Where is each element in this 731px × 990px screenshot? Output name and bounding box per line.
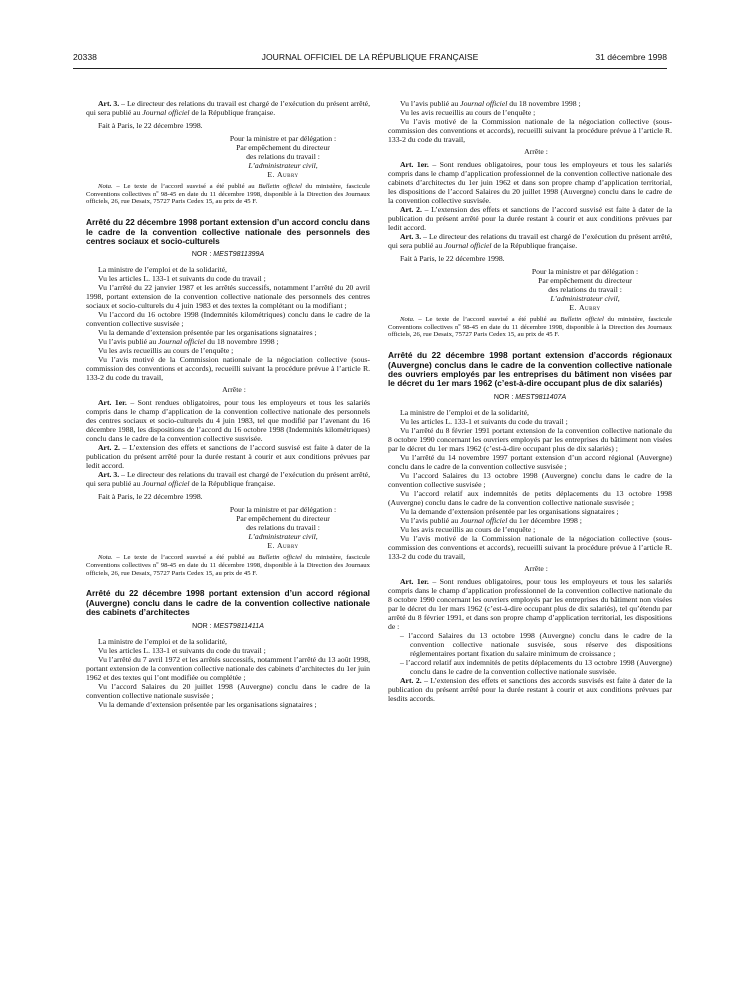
paragraph: Vu la demande d’extension présentée par les organisations signataires ; [400,506,619,516]
article-1: Art. 1er. – Sont rendues obligatoires, pour tous les employeurs et tous les salariés compris dans le champ d’application professionnel de la convention collective nationale du 8 octobre 1990 concernant les ouvriers employés par les entreprises du bâtiment non visées par le décret du 1er mars 1962 (c’est-à-dire occupant plus de dix salariés), tel qu’étendu par arrêté du 8 février 1991, et dans son propre champ d’application territorial, les dispositions de : [388,576,672,631]
decree-title: Arrêté du 22 décembre 1998 portant extension d’un accord régional (Auvergne) conclu dans le cadre de la convention collective nationale des cabinets d’architectes [86,588,370,618]
arrete-heading: Arrête : [222,385,246,395]
article-2: Art. 2. – L’extension des effets et sanctions des accords susvisés est faite à dater de la publication du présent arrêté pour la durée restant à courir et aux conditions prévues par lesdits accords. [388,675,672,703]
decree-title: Arrêté du 22 décembre 1998 portant extension d’un accord conclu dans le cadre de la convention collective nationale des personnels des centres sociaux et socio-culturels [86,217,370,246]
article-1: Art. 1er. – Sont rendues obligatoires, pour tous les employeurs et tous les salariés compris dans le champ d’application de la convention collective nationale des personnels des centres sociaux et socio-culturels du 4 juin 1983, tel que modifié par l’avenant du 16 décembre 1988, les dispositions de l’accord du 16 octobre 1998 (Indemnités kilométriques) conclu dans le cadre de la convention collective susvisée. [86,398,370,444]
paragraph: Vu l’accord Salaires du 13 octobre 1998 (Auvergne) conclu dans le cadre de la convention collective susvisée ; [388,470,672,489]
paragraph: Vu l’avis publié au Journal officiel du 18 novembre 1998 ; [400,99,581,108]
header-rule [73,68,667,69]
arrete-heading: Arrête : [524,147,548,156]
decree-title: Arrêté du 22 décembre 1998 portant extension d’accords régionaux (Auvergne) conclus dans le cadre de la convention collective nationale des ouvriers employés par les entreprises du bâtiment non visées par le décret du 1er mars 1962 (c’est-à-dire occupant plus de dix salariés) [388,350,672,389]
list-item: – l’accord Salaires du 13 octobre 1998 (Auvergne) conclu dans le cadre de la convention collective nationale susvisée, sous réserve des dispositions réglementaires portant fixation du salaire minimum de croissance ; [400,630,672,658]
signature-block: Pour la ministre et par délégation : Par empêchement du directeur des relations du travail : L’administrateur civil, E. Aubry [229,134,337,179]
nor-reference: NOR : MEST9811411A [192,622,264,630]
paragraph: Vu les articles L. 133-1 et suivants du code du travail ; [98,274,266,284]
paragraph: Vu la demande d’extension présentée par les organisations signataires ; [98,699,317,709]
paragraph: Vu l’accord relatif aux indemnités de petits déplacements du 13 octobre 1998 (Auvergne) conclu dans le cadre de la convention collective nationale susvisée ; [388,488,672,507]
paragraph: Vu l’accord du 16 octobre 1998 (Indemnités kilométriques) conclu dans le cadre de la convention collective susvisée ; [86,310,370,329]
paragraph: Vu l’avis motivé de la Commission nationale de la négociation collective (sous-commission des conventions et accords), recueilli suivant la procédure prévue à l’article R. 133-2 du code du travail, [86,355,370,383]
fait-a-paris: Fait à Paris, le 22 décembre 1998. [98,492,203,502]
signature-block: Pour la ministre et par délégation : Par empêchement du directeur des relations du travail : L’administrateur civil, E. Aubry [531,267,639,312]
paragraph: Vu l’accord Salaires du 20 juillet 1998 (Auvergne) conclu dans le cadre de la convention collective nationale susvisée ; [86,681,370,700]
paragraph: Vu l’avis motivé de la Commission nationale de la négociation collective (sous-commission des conventions et accords), recueilli suivant la procédure prévue à l’article R. 133-2 du code du travail, [388,533,672,561]
page-number: 20338 [73,52,97,62]
paragraph: Vu l’arrêté du 22 janvier 1987 et les arrêtés successifs, notamment l’arrêté du 20 avril 1998, portant extension de la convention collective nationale des personnels des centres sociaux et socio-culturels du 4 juin 1983 et des textes la complétant ou la modifiant ; [86,283,370,311]
left-column [86,99,370,984]
list-item: – l’accord relatif aux indemnités de petits déplacements du 13 octobre 1998 (Auvergne) conclu dans le cadre de la convention collective nationale susvisée. [400,657,672,676]
nota-note: Nota. – Le texte de l’accord susvisé a été publié au Bulletin officiel du ministère, fascicule Conventions collectives nº 98-45 en date du 11 décembre 1998, disponible à la Direction des Journaux officiels, 26, rue Desaix, 75727 Paris Cedex 15, au prix de 45 F. [86,183,370,206]
nor-reference: NOR : MEST9811407A [493,393,567,401]
paragraph: Vu l’arrêté du 14 novembre 1997 portant extension d’un accord régional (Auvergne) conclu dans le cadre de la convention collective susvisée ; [388,452,672,471]
paragraph: La ministre de l’emploi et de la solidarité, [98,265,227,275]
article-2: Art. 2. – L’extension des effets et sanctions de l’accord susvisé est faite à dater de la publication du présent arrêté pour la durée restant à courir et aux conditions prévues par ledit accord. [388,205,672,232]
signature-block: Pour la ministre et par délégation : Par empêchement du directeur des relations du travail : L’administrateur civil, E. Aubry [229,505,337,551]
article-1: Art. 1er. – Sont rendues obligatoires, pour tous les employeurs et tous les salariés compris dans le champ d’application professionnel de la convention collective nationale des cabinets d’architectes du 1er juin 1962 et dans son propre champ d’application territorial, les dispositions de l’accord Salaires du 20 juillet 1998 (Auvergne) conclu dans le cadre de la convention collective susvisée. [388,160,672,205]
paragraph: Vu l’avis publié au Journal officiel du 1er décembre 1998 ; [400,515,582,525]
article-3: Art. 3. – Le directeur des relations du travail est chargé de l’exécution du présent arrêté, qui sera publié au Journal officiel de la République française. [388,232,672,250]
nor-reference: NOR : MEST9811399A [191,251,265,259]
article-3: Art. 3. – Le directeur des relations du travail est chargé de l’exécution du présent arrêté, qui sera publié au Journal officiel de la République française. [86,470,370,489]
nota-note: Nota. – Le texte de l’accord susvisé a été publié au Bulletin officiel du ministère, fascicule Conventions collectives nº 98-45 en date du 11 décembre 1998, disponible à la Direction des Journaux officiels, 26, rue Desaix, 75727 Paris Cedex 15, au prix de 45 F. [388,316,672,339]
dispositions-list [400,631,672,676]
paragraph: Vu les articles L. 133-1 et suivants du code du travail ; [400,416,568,426]
paragraph: Vu l’arrêté du 8 février 1991 portant extension de la convention collective nationale du 8 octobre 1990 concernant les ouvriers employés par les entreprises du bâtiment non visées par le décret du 1er mars 1962 (c’est-à-dire occupant plus de dix salariés) ; [388,425,672,453]
fait-a-paris: Fait à Paris, le 22 décembre 1998. [98,121,203,130]
fait-a-paris: Fait à Paris, le 22 décembre 1998. [400,254,505,263]
paragraph: Vu les avis recueillis au cours de l’enquête ; [400,108,536,117]
article-2: Art. 2. – L’extension des effets et sanctions de l’accord susvisé est faite à dater de la publication du présent arrêté pour la durée restant à courir et aux conditions prévues par ledit accord. [86,443,370,471]
paragraph: Vu l’arrêté du 7 avril 1972 et les arrêtés successifs, notamment l’arrêté du 13 août 1998, portant extension de la convention collective nationale des cabinets d’architectes du 1er juin 1962 et des textes qui l’ont modifiée ou complétée ; [86,654,370,682]
paragraph: Vu les avis recueillis au cours de l’enquête ; [400,524,536,534]
paragraph: Vu les articles L. 133-1 et suivants du code du travail ; [98,645,266,655]
paragraph: Vu les avis recueillis au cours de l’enquête ; [98,346,234,356]
article-3: Art. 3. – Le directeur des relations du travail est chargé de l’exécution du présent arrêté, qui sera publié au Journal officiel de la République française. [86,99,370,117]
paragraph: La ministre de l’emploi et de la solidarité, [98,636,227,646]
arrete-heading: Arrête : [524,563,548,573]
issue-date: 31 décembre 1998 [595,52,667,62]
right-column [388,99,672,984]
page-header [73,52,667,66]
paragraph: La ministre de l’emploi et de la solidarité, [400,407,529,417]
journal-title: JOURNAL OFFICIEL DE LA RÉPUBLIQUE FRANÇAISE [261,52,479,62]
paragraph: Vu l’avis publié au Journal officiel du 18 novembre 1998 ; [98,337,279,347]
nota-note: Nota. – Le texte de l’accord susvisé a été publié au Bulletin officiel du ministère, fascicule Conventions collectives nº 98-45 en date du 11 décembre 1998, disponible à la Direction des Journaux officiels, 26, rue Desaix, 75727 Paris Cedex 15, au prix de 45 F. [86,554,370,577]
paragraph: Vu la demande d’extension présentée par les organisations signataires ; [98,328,317,338]
paragraph: Vu l’avis motivé de la Commission nationale de la négociation collective (sous-commission des conventions et accords), recueilli suivant la procédure prévue à l’article R. 133-2 du code du travail, [388,117,672,144]
